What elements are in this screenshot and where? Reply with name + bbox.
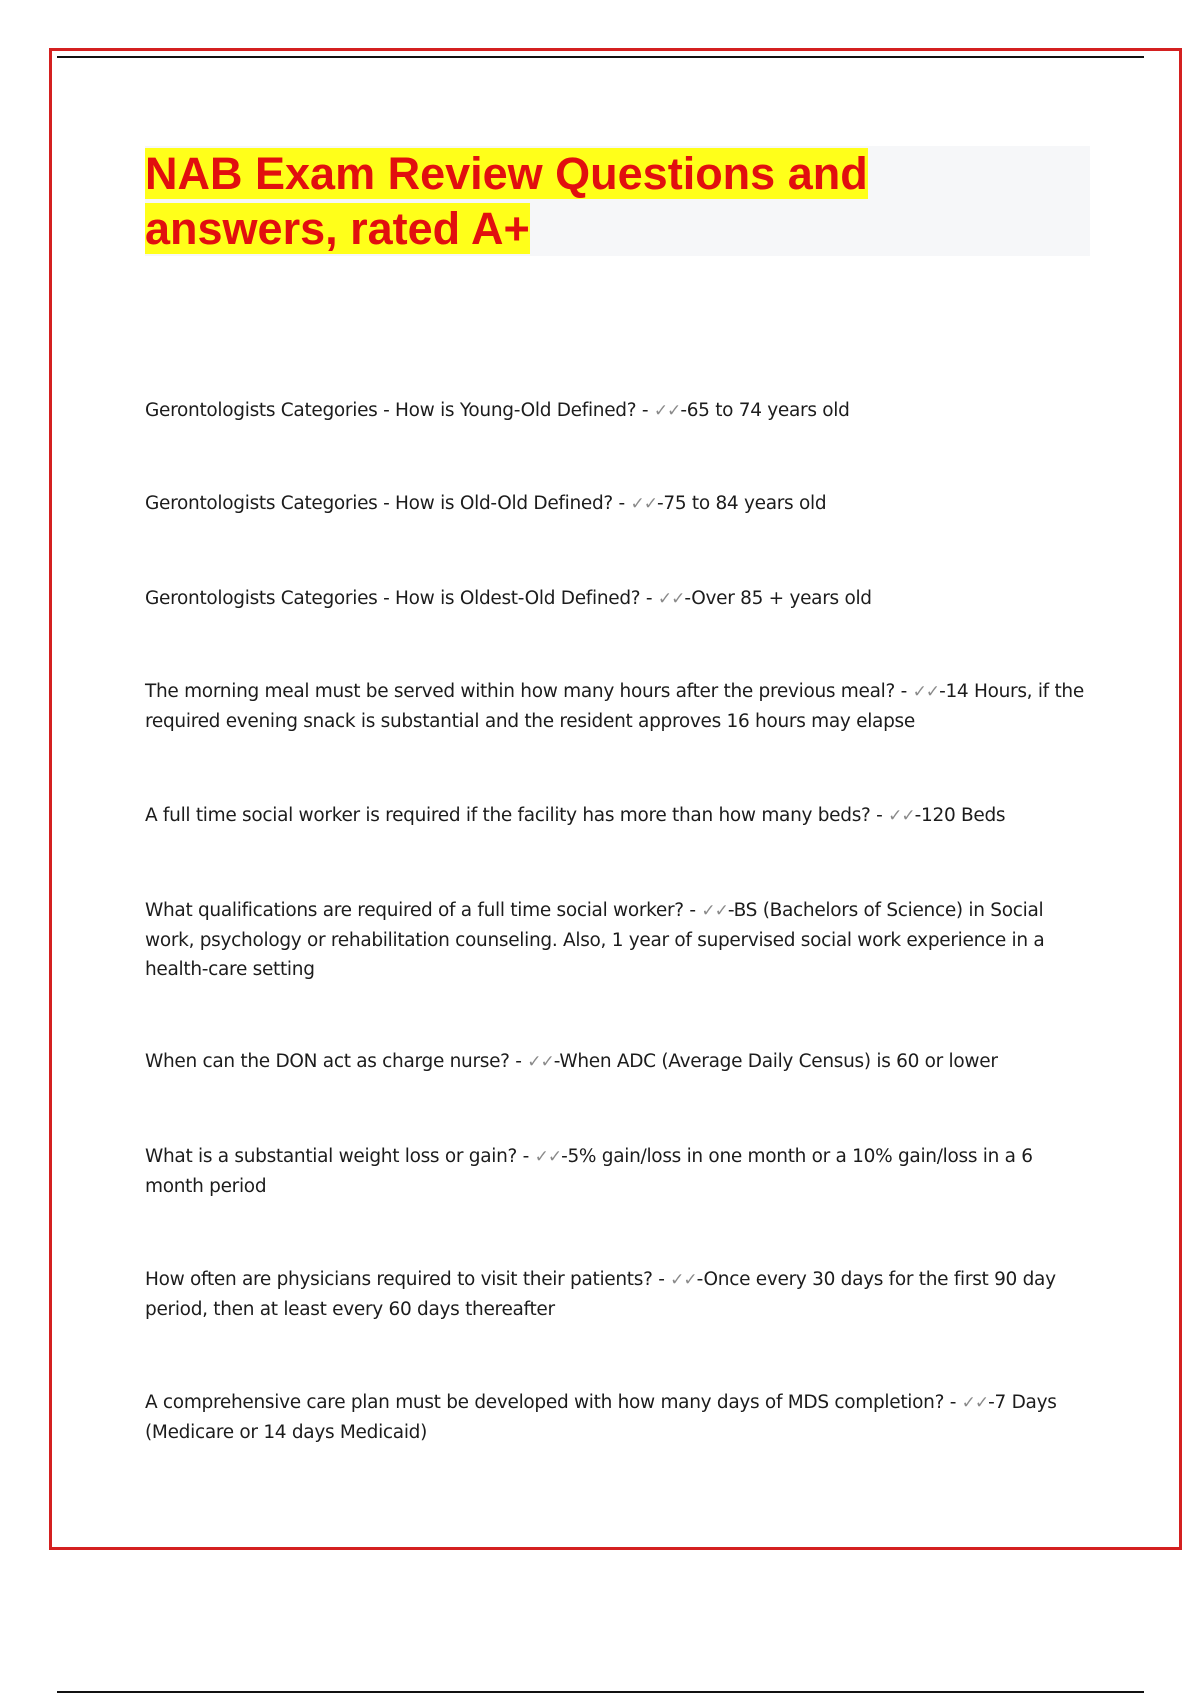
separator: - [612, 493, 631, 514]
question-text: Gerontologists Categories - How is Young-Old Defined? [145, 400, 637, 421]
qa-item [145, 1265, 1090, 1324]
question-text: Gerontologists Categories - How is Old-Old Defined? [145, 493, 613, 514]
question-text: A comprehensive care plan must be developed with how many days of MDS completion? [145, 1392, 945, 1413]
separator: - [517, 1146, 535, 1167]
answer-text: -BS (Bachelors of Science) in Social work, psychology or rehabilitation counseling. Also, 1 year of supervised social work experience in a health-care setting [145, 900, 1045, 980]
double-check-icon: ✓✓ [961, 1393, 989, 1413]
answer-text: -120 Beds [914, 805, 1006, 826]
qa-item [145, 1047, 1090, 1077]
qa-item [145, 1142, 1090, 1201]
qa-item [145, 677, 1090, 736]
separator: - [683, 900, 702, 921]
question-text: A full time social worker is required if the facility has more than how many beds? [145, 805, 871, 826]
answer-text: -5% gain/loss in one month or a 10% gain/loss in a 6 month period [145, 1146, 1033, 1197]
page-frame [49, 48, 1182, 1550]
separator: - [944, 1392, 962, 1413]
double-check-icon: ✓✓ [653, 401, 681, 421]
question-text: How often are physicians required to visit their patients? [145, 1269, 653, 1290]
double-check-icon: ✓✓ [670, 1270, 697, 1290]
qa-item [145, 896, 1090, 984]
answer-text: -14 Hours, if the required evening snack is substantial and the resident approves 16 hours may elapse [145, 681, 1084, 732]
double-check-icon: ✓✓ [912, 682, 940, 702]
qa-item [145, 801, 1090, 831]
question-text: What is a substantial weight loss or gain? [145, 1146, 518, 1167]
title-highlight: NAB Exam Review Questions and answers, rated A+ [145, 148, 868, 254]
separator: - [509, 1051, 528, 1072]
document-title [145, 146, 945, 256]
answer-text: -7 Days (Medicare or 14 days Medicaid) [145, 1392, 1057, 1443]
qa-item [145, 584, 1090, 614]
double-check-icon: ✓✓ [527, 1052, 554, 1072]
double-check-icon: ✓✓ [657, 589, 685, 609]
question-text: The morning meal must be served within how many hours after the previous meal? [145, 681, 896, 702]
qa-item [145, 396, 1090, 426]
double-check-icon: ✓✓ [630, 494, 657, 514]
bottom-rule [57, 1691, 1144, 1693]
separator: - [870, 805, 889, 826]
separator: - [895, 681, 913, 702]
separator: - [640, 588, 658, 609]
question-text: What qualifications are required of a full time social worker? [145, 900, 684, 921]
qa-item [145, 1388, 1090, 1447]
separator: - [652, 1269, 671, 1290]
question-text: Gerontologists Categories - How is Oldest-Old Defined? [145, 588, 641, 609]
double-check-icon: ✓✓ [888, 806, 915, 826]
answer-text: -Over 85 + years old [684, 588, 872, 609]
qa-item [145, 489, 1090, 519]
answer-text: -75 to 84 years old [657, 493, 827, 514]
answer-text: -When ADC (Average Daily Census) is 60 or lower [553, 1051, 998, 1072]
double-check-icon: ✓✓ [701, 901, 728, 921]
question-text: When can the DON act as charge nurse? [145, 1051, 510, 1072]
separator: - [636, 400, 654, 421]
answer-text: -65 to 74 years old [680, 400, 850, 421]
double-check-icon: ✓✓ [534, 1147, 562, 1167]
answer-text: -Once every 30 days for the first 90 day period, then at least every 60 days thereafter [145, 1269, 1056, 1320]
